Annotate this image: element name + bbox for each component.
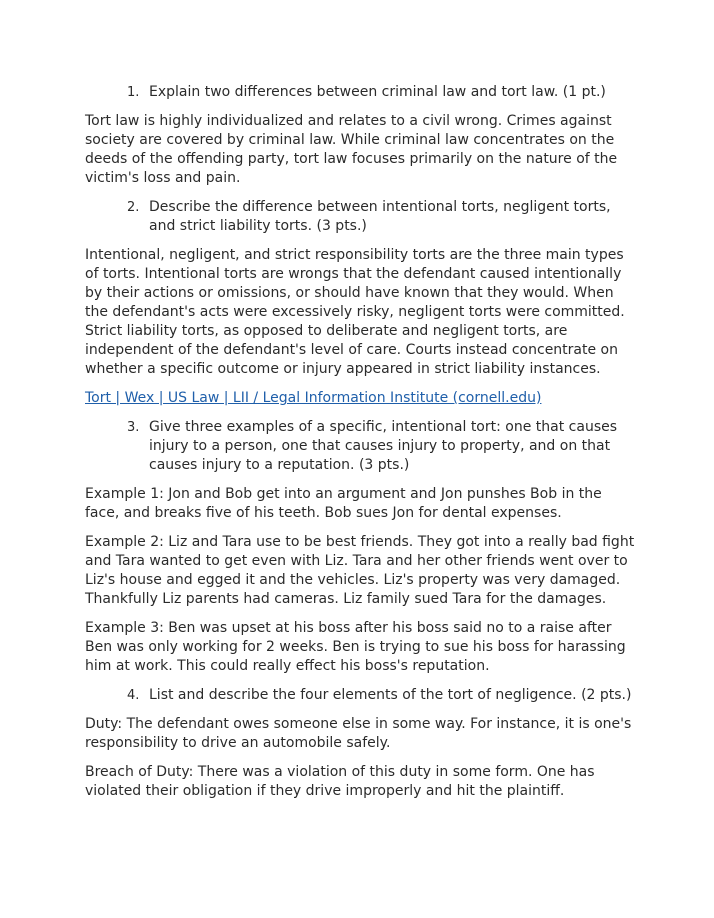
reference-link[interactable]: Tort | Wex | US Law | LII / Legal Information Institute (cornell.edu) [85,390,542,406]
question-number: 2. [127,200,140,215]
question-number: 4. [127,688,140,703]
question-1 [127,83,635,102]
reference-paragraph [85,389,635,408]
question-text: List and describe the four elements of the tort of negligence. (2 pts.) [149,687,632,703]
document-page [85,83,635,811]
answer-2: Intentional, negligent, and strict responsibility torts are the three main types of torts. Intentional torts are wrongs that the defendant caused intentionally by their actions or omissions, or should have known that they would. When the defendant's acts were excessively risky, negligent torts were committed. Strict liability torts, as opposed to deliberate and negligent torts, are independent of the defendant's level of care. Courts instead concentrate on whether a specific outcome or injury appeared in strict liability instances. [85,247,625,377]
question-text: Describe the difference between intentional torts, negligent torts, and strict liability torts. (3 pts.) [149,199,611,234]
example-3: Example 3: Ben was upset at his boss after his boss said no to a raise after Ben was only working for 2 weeks. Ben is trying to sue his boss for harassing him at work. This could really effect his boss's reputation. [85,620,626,674]
question-3 [127,418,635,475]
question-text: Explain two differences between criminal law and tort law. (1 pt.) [149,84,606,100]
question-number: 1. [127,85,140,100]
question-4 [127,686,635,705]
example-2: Example 2: Liz and Tara use to be best friends. They got into a really bad fight and Tara wanted to get even with Liz. Tara and her other friends went over to Liz's house and egged it and the vehicles. Liz's property was very damaged. Thankfully Liz parents had cameras. Liz family sued Tara for the damages. [85,534,635,607]
question-2 [127,198,635,236]
answer-1: Tort law is highly individualized and relates to a civil wrong. Crimes against society are covered by criminal law. While criminal law concentrates on the deeds of the offending party, tort law focuses primarily on the nature of the victim's loss and pain. [85,113,618,186]
question-text: Give three examples of a specific, intentional tort: one that causes injury to a person, one that causes injury to property, and on that causes injury to a reputation. (3 pts.) [149,419,618,473]
example-1: Example 1: Jon and Bob get into an argument and Jon punshes Bob in the face, and breaks five of his teeth. Bob sues Jon for dental expenses. [85,486,602,521]
breach-paragraph: Breach of Duty: There was a violation of this duty in some form. One has violated their obligation if they drive improperly and hit the plaintiff. [85,764,595,799]
question-number: 3. [127,420,140,435]
duty-paragraph: Duty: The defendant owes someone else in some way. For instance, it is one's responsibility to drive an automobile safely. [85,716,632,751]
